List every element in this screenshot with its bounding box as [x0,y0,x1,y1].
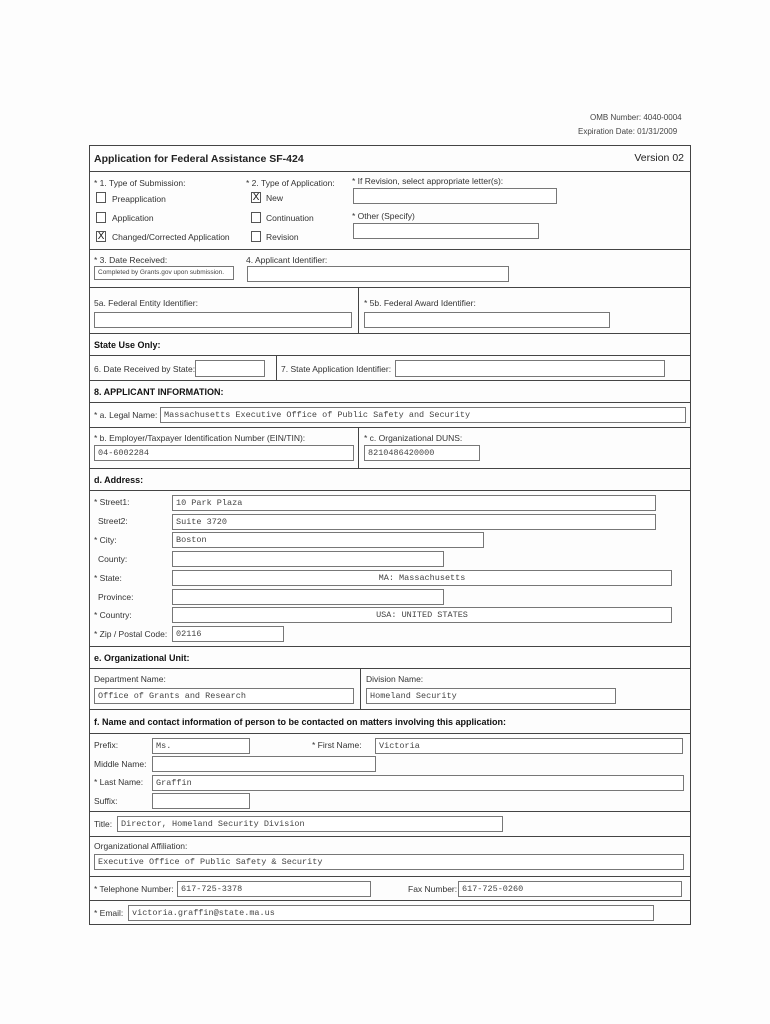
state-date-input[interactable] [195,360,265,377]
email-row [89,901,691,925]
address-header-row [89,469,691,491]
state-label: * State: [94,573,122,583]
divider [358,428,359,468]
suffix-input[interactable] [152,793,250,809]
contact-header: f. Name and contact information of person to be contacted on matters involving this application: [94,717,507,727]
title-label: Title: [94,819,113,829]
application-type-label: * 2. Type of Application: [246,178,335,188]
telephone-label: * Telephone Number: [94,884,174,894]
state-use-section [89,356,691,381]
street2-label: Street2: [98,516,128,526]
expiration-date: Expiration Date: 01/31/2009 [578,127,678,136]
address-section [89,491,691,647]
applicant-identifier-input[interactable] [247,266,509,282]
street2-input[interactable]: Suite 3720 [172,514,656,530]
prefix-input[interactable]: Ms. [152,738,250,754]
applicant-header: 8. APPLICANT INFORMATION: [94,387,224,397]
duns-input[interactable]: 8210486420000 [364,445,480,461]
revision-letter-input[interactable] [353,188,557,204]
ein-input[interactable]: 04-6002284 [94,445,354,461]
revision-label: Revision [266,232,299,242]
ein-duns-row [89,428,691,469]
telephone-input[interactable]: 617-725-3378 [177,881,371,897]
contact-name-section [89,734,691,812]
other-specify-input[interactable] [353,223,539,239]
preapplication-label: Preapplication [112,194,166,204]
suffix-label: Suffix: [94,796,118,806]
date-received-label: * 3. Date Received: [94,255,168,265]
title-input[interactable]: Director, Homeland Security Division [117,816,503,832]
province-label: Province: [98,592,134,602]
legal-name-input[interactable]: Massachusetts Executive Office of Public Safety and Security [160,407,686,423]
contact-header-row [89,710,691,734]
state-use-header-row [89,334,691,356]
fax-input[interactable]: 617-725-0260 [458,881,682,897]
duns-label: * c. Organizational DUNS: [364,433,463,443]
email-label: * Email: [94,908,124,918]
county-label: County: [98,554,128,564]
street1-input[interactable]: 10 Park Plaza [172,495,656,511]
street1-label: * Street1: [94,497,130,507]
middle-name-input[interactable] [152,756,376,772]
org-unit-header-row [89,647,691,669]
state-app-id-input[interactable] [395,360,665,377]
other-specify-label: * Other (Specify) [352,211,415,221]
new-checkbox[interactable]: X [252,192,260,203]
zip-input[interactable]: 02116 [172,626,284,642]
applicant-header-row [89,381,691,403]
state-date-label: 6. Date Received by State: [94,364,196,374]
fax-label: Fax Number: [408,884,458,894]
org-unit-section [89,669,691,710]
omb-number: OMB Number: 4040-0004 [590,113,682,122]
org-unit-header: e. Organizational Unit: [94,653,190,663]
affiliation-input[interactable]: Executive Office of Public Safety & Security [94,854,684,870]
submission-type-label: * 1. Type of Submission: [94,178,186,188]
continuation-label: Continuation [266,213,314,223]
changed-application-checkbox[interactable]: X [97,231,105,242]
federal-award-label: * 5b. Federal Award Identifier: [364,298,476,308]
middle-name-label: Middle Name: [94,759,147,769]
country-label: * Country: [94,610,132,620]
applicant-identifier-label: 4. Applicant Identifier: [246,255,328,265]
department-input[interactable]: Office of Grants and Research [94,688,354,704]
address-header: d. Address: [94,475,144,485]
new-label: New [266,193,284,203]
revision-letter-label: * If Revision, select appropriate letter(s): [352,176,504,186]
continuation-checkbox[interactable] [251,212,261,223]
divider [358,288,359,333]
federal-entity-label: 5a. Federal Entity Identifier: [94,298,198,308]
legal-name-row [89,403,691,428]
state-app-id-label: 7. State Application Identifier: [281,364,392,374]
divider [276,356,277,380]
affiliation-row [89,837,691,877]
state-select[interactable]: MA: Massachusetts [172,570,672,586]
form-title-row [89,145,691,172]
last-name-label: * Last Name: [94,777,144,787]
zip-label: * Zip / Postal Code: [94,629,168,639]
federal-identifier-section [89,288,691,334]
division-label: Division Name: [366,674,424,684]
divider [360,669,361,709]
date-received-section [89,250,691,288]
contact-title-row [89,812,691,837]
department-label: Department Name: [94,674,166,684]
legal-name-label: * a. Legal Name: [94,410,158,420]
federal-entity-input[interactable] [94,312,352,328]
preapplication-checkbox[interactable] [96,192,106,203]
last-name-input[interactable]: Graffin [152,775,684,791]
ein-label: * b. Employer/Taxpayer Identification Number (EIN/TIN): [94,433,306,443]
revision-checkbox[interactable] [251,231,261,242]
submission-section [89,172,691,250]
country-select[interactable]: USA: UNITED STATES [172,607,672,623]
application-label: Application [112,213,154,223]
prefix-label: Prefix: [94,740,119,750]
date-received-field: Completed by Grants.gov upon submission. [94,266,234,280]
form-version: Version 02 [634,152,684,164]
first-name-label: * First Name: [312,740,362,750]
city-input[interactable]: Boston [172,532,484,548]
changed-application-label: Changed/Corrected Application [112,232,230,242]
first-name-input[interactable]: Victoria [375,738,683,754]
email-input[interactable]: victoria.graffin@state.ma.us [128,905,654,921]
affiliation-label: Organizational Affiliation: [94,841,188,851]
division-input[interactable]: Homeland Security [366,688,616,704]
phone-fax-row [89,877,691,901]
application-checkbox[interactable] [96,212,106,223]
city-label: * City: [94,535,117,545]
form-title: Application for Federal Assistance SF-424 [94,153,304,165]
county-input[interactable] [172,551,444,567]
federal-award-input[interactable] [364,312,610,328]
state-use-header: State Use Only: [94,340,161,350]
province-input[interactable] [172,589,444,605]
